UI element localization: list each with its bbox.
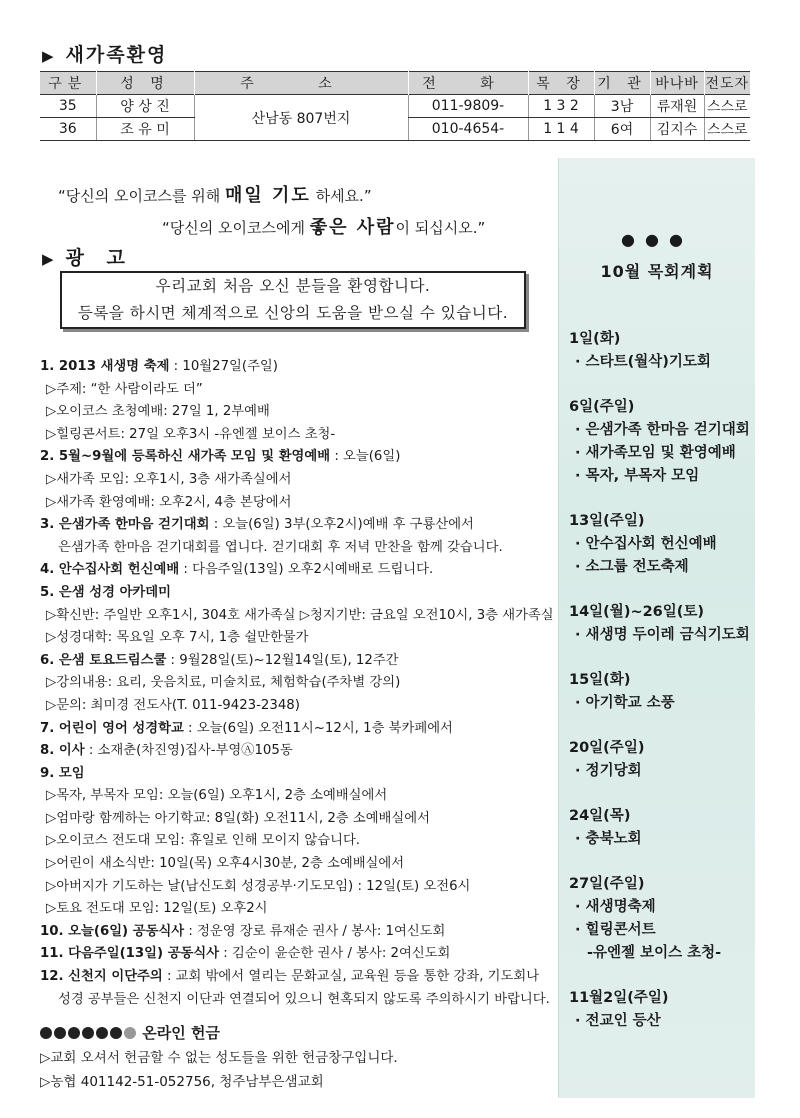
plan-item: · 아기학교 소풍	[575, 695, 675, 711]
news-item: ▷엄마랑 함께하는 아기학교: 8일(화) 오전11시, 2층 소예배실에서	[46, 810, 430, 826]
cell-name: 양 상 진	[96, 95, 194, 118]
cell-address: 산남동 807번지	[194, 95, 408, 141]
news-item: ▷새가족 환영예배: 오후2시, 4층 본당에서	[46, 494, 292, 510]
news-item-heading: 6. 은샘 토요드림스쿨	[40, 652, 167, 668]
news-item-heading: 4. 안수집사회 헌신예배	[40, 562, 180, 578]
plan-entry	[569, 510, 751, 579]
newcomer-title-text: 새가족환영	[65, 44, 168, 66]
plan-item: · 새생명 두이레 금식기도회	[575, 627, 750, 643]
cell-gigwan: 6여	[594, 118, 650, 141]
news-item-heading: 10. 오늘(6일) 공동식사	[40, 923, 185, 939]
cell-phone: 011-9809-	[408, 95, 528, 118]
dot-bullets-icon	[40, 1026, 138, 1042]
cell-no: 35	[40, 95, 96, 118]
plan-date: 13일(주일)	[569, 513, 645, 529]
news-item-heading: 12. 신천지 이단주의	[40, 969, 163, 985]
ads-section-title	[42, 243, 133, 270]
news-item: ▷강의내용: 요리, 웃음치료, 미술치료, 체험학습(주차별 강의)	[46, 675, 401, 691]
plan-list	[569, 328, 751, 1033]
col-header: 전 화	[408, 72, 528, 95]
news-item-heading: 7. 어린이 영어 성경학교	[40, 720, 184, 736]
news-item: ▷주제: “한 사람이라도 더”	[46, 381, 203, 397]
news-item-heading: 3. 은샘가족 한마음 걷기대회	[40, 517, 210, 533]
news-item: ▷토요 전도대 모임: 12일(토) 오후2시	[46, 901, 268, 917]
plan-date: 20일(주일)	[569, 740, 645, 756]
cell-barnabas: 김지수	[650, 118, 704, 141]
welcome-line: 우리교회 처음 오신 분들을 환영합니다.	[155, 277, 431, 295]
plan-item: · 안수집사회 헌신예배	[575, 536, 717, 552]
plan-date: 6일(주일)	[569, 399, 635, 415]
sidebar-title: 10월 목회계획	[600, 262, 714, 281]
news-item-detail: : 오늘(6일) 3부(오후2시)예배 후 구룡산에서	[209, 517, 474, 533]
plan-entry	[569, 601, 751, 647]
cell-mokjang: 1 3 2	[528, 95, 594, 118]
col-header: 전도자	[704, 72, 750, 95]
cell-gigwan: 3남	[594, 95, 650, 118]
news-item-heading: 5. 은샘 성경 아카데미	[40, 584, 171, 600]
plan-item: · 힐링콘서트	[575, 922, 656, 938]
news-item-heading: 11. 다음주일(13일) 공동식사	[40, 946, 220, 962]
news-item	[40, 559, 550, 582]
quote-line-2	[162, 213, 485, 239]
triangle-bullet-icon: ▶	[42, 47, 56, 65]
dots-icon: ●●●	[621, 230, 693, 249]
quote-line-1	[58, 181, 372, 207]
news-item	[40, 966, 550, 989]
news-item	[40, 763, 550, 786]
news-item-detail: : 교회 밖에서 열리는 문화교실, 교육원 등을 통한 강좌, 기도회나	[162, 969, 540, 985]
news-item: ▷성경대학: 목요일 오후 7시, 1층 쉴만한물가	[46, 630, 309, 646]
quote-emphasis: 매일 기도	[224, 185, 311, 206]
table-row	[40, 95, 750, 118]
newcomer-section-title	[42, 40, 167, 67]
news-item-detail: : 10월27일(주일)	[169, 359, 278, 374]
welcome-box	[60, 271, 526, 329]
quote-text: “당신의 오이코스를 위해	[58, 187, 225, 205]
plan-item: · 스타트(월삭)기도회	[575, 354, 711, 370]
news-item: ▷힐링콘서트: 27일 오후3시 -유엔젤 보이스 초청-	[46, 426, 336, 442]
news-item	[40, 718, 550, 741]
news-item-detail: : 다음주일(13일) 오후2시예배로 드립니다.	[179, 562, 434, 578]
news-item-detail: : 김순이 윤순한 권사 / 봉사: 2여신도회	[219, 946, 451, 962]
cell-evangelist: 스스로	[704, 118, 750, 141]
plan-date: 15일(화)	[569, 672, 631, 688]
news-item	[40, 356, 550, 379]
cell-mokjang: 1 1 4	[528, 118, 594, 141]
plan-date: 27일(주일)	[569, 876, 645, 892]
newcomer-table	[40, 71, 750, 141]
plan-item: · 소그룹 전도축제	[575, 559, 689, 575]
plan-date: 11월2일(주일)	[569, 990, 669, 1006]
online-line: ▷교회 오셔서 헌금할 수 없는 성도들을 위한 헌금창구입니다.	[40, 1050, 398, 1066]
online-line: ▷농협 401142-51-052756, 청주남부은샘교회	[40, 1074, 324, 1090]
col-header: 기 관	[594, 72, 650, 95]
col-header: 바나바	[650, 72, 704, 95]
news-item-heading: 8. 이사	[40, 743, 85, 759]
news-item: ▷어린이 새소식반: 10일(목) 오후4시30분, 2층 소예배실에서	[46, 856, 405, 872]
plan-date: 1일(화)	[569, 331, 621, 347]
news-item: ▷문의: 최미경 전도사(T. 011-9423-2348)	[46, 697, 300, 713]
news-item: 은샘가족 한마음 걷기대회를 엽니다. 걷기대회 후 저녁 만찬을 함께 갖습니다.	[58, 539, 503, 555]
plan-entry	[569, 987, 751, 1033]
online-offering	[40, 1021, 398, 1094]
plan-entry	[569, 669, 751, 715]
col-header: 목 장	[528, 72, 594, 95]
table-header-row	[40, 72, 750, 95]
plan-item: · 충북노회	[575, 831, 642, 847]
plan-entry	[569, 328, 751, 374]
news-item	[40, 514, 550, 537]
news-item	[40, 921, 550, 944]
plan-item: · 은샘가족 한마음 걷기대회	[575, 422, 750, 438]
plan-entry	[569, 805, 751, 851]
plan-item: -유엔젤 보이스 초청-	[587, 945, 722, 961]
news-item-detail: : 9월28일(토)~12월14일(토), 12주간	[166, 652, 399, 668]
news-item	[40, 740, 550, 763]
plan-entry	[569, 396, 751, 488]
news-item: ▷오이코스 초청예배: 27일 1, 2부예배	[46, 404, 270, 420]
ads-title-text: 광 고	[65, 247, 133, 269]
quote-emphasis: 좋은 사람	[309, 217, 396, 238]
quote-text: 하세요.”	[310, 187, 372, 205]
plan-item: · 새가족모임 및 환영예배	[575, 445, 736, 461]
quote-text: 이 되십시오.”	[395, 219, 486, 237]
cell-no: 36	[40, 118, 96, 141]
welcome-line: 등록을 하시면 체계적으로 신앙의 도움을 받으실 수 있습니다.	[77, 304, 509, 322]
monthly-plan-sidebar	[558, 158, 755, 1098]
quote-text: “당신의 오이코스에게	[162, 219, 310, 237]
cell-phone: 010-4654-	[408, 118, 528, 141]
online-title: 온라인 헌금	[142, 1024, 220, 1042]
triangle-bullet-icon: ▶	[42, 250, 56, 268]
news-item	[40, 582, 550, 605]
col-header: 구분	[48, 76, 88, 92]
plan-item: · 정기당회	[575, 763, 642, 779]
plan-item: · 새생명축제	[575, 899, 656, 915]
news-item-detail: : 오늘(6일)	[330, 449, 401, 465]
news-item-detail: : 정운영 장로 류재순 권사 / 봉사: 1여신도회	[184, 923, 446, 939]
online-title-row	[40, 1021, 398, 1046]
plan-entry	[569, 873, 751, 965]
news-item	[40, 943, 550, 966]
news-list	[40, 356, 554, 1011]
news-item	[40, 446, 550, 469]
news-item	[40, 650, 550, 673]
plan-item: · 목자, 부목자 모임	[575, 468, 700, 484]
plan-date: 14일(월)~26일(토)	[569, 604, 705, 620]
cell-barnabas: 류재원	[650, 95, 704, 118]
cell-name: 조 유 미	[96, 118, 194, 141]
news-item-heading: 1. 2013 새생명 축제	[40, 359, 170, 374]
news-item-detail: : 소재춘(차진영)집사-부영Ⓐ105동	[84, 743, 293, 759]
news-item-heading: 2. 5월~9월에 등록하신 새가족 모임 및 환영예배	[40, 449, 331, 465]
news-item: ▷아버지가 기도하는 날(남신도회 성경공부·기도모임) : 12일(토) 오전6시	[46, 878, 471, 894]
plan-date: 24일(목)	[569, 808, 631, 824]
plan-item: · 전교인 등산	[575, 1013, 661, 1029]
news-item: ▷오이코스 전도대 모임: 휴일로 인해 모이지 않습니다.	[46, 833, 361, 849]
news-item-heading: 9. 모임	[40, 765, 85, 781]
cell-evangelist: 스스로	[704, 95, 750, 118]
news-item: ▷새가족 모임: 오후1시, 3층 새가족실에서	[46, 471, 292, 487]
col-header: 주 소	[194, 72, 408, 95]
news-item: 성경 공부들은 신천지 이단과 연결되어 있으니 현혹되지 않도록 주의하시기 바랍니다.	[58, 991, 550, 1007]
news-item-detail: : 오늘(6일) 오전11시~12시, 1층 북카페에서	[183, 720, 453, 736]
news-item: ▷목자, 부목자 모임: 오늘(6일) 오후1시, 2층 소예배실에서	[46, 788, 388, 804]
col-header: 성 명	[96, 72, 194, 95]
plan-entry	[569, 737, 751, 783]
news-item: ▷확신반: 주일반 오후1시, 304호 새가족실 ▷청지기반: 금요일 오전10시, 3층 새가족실	[46, 607, 554, 623]
